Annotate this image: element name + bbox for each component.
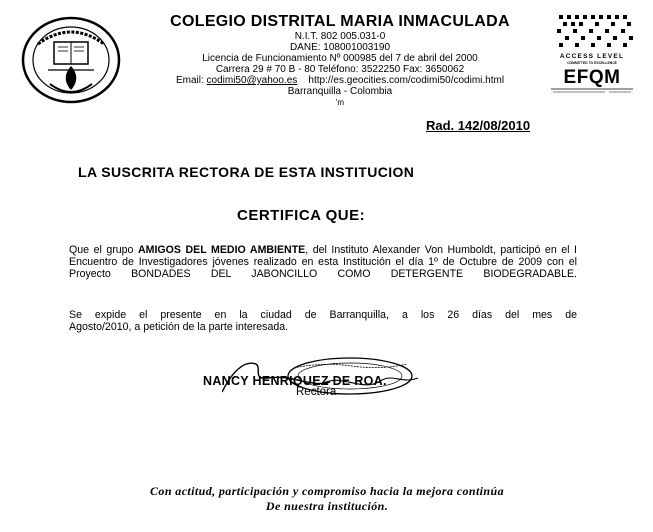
issuance-paragraph [69,309,577,333]
city: Barranquilla - Colombia [287,86,393,97]
issuance-line-1: Se expide el presente en la ciudad de Barranquilla, a los 26 días del mes de [69,309,577,321]
efqm-brand-text: EFQM [563,67,621,88]
commitment-text: COMMITTED TO EXCELLENCE [567,61,617,65]
paragraph1-intro: Que el grupo [69,244,138,256]
institutional-motto [62,484,592,514]
website-url[interactable]: http://es.geocities.com/codimi50/codimi.html [308,75,505,86]
motto-line-1: Con actitud, participación y compromiso hacia la mejora continúa [150,484,504,498]
radicado-number: Rad. 142/08/2010 [426,118,531,133]
access-level-text: ACCESS LEVEL [559,53,625,60]
dane: DANE: 108001003190 [289,42,391,53]
project-name: BONDADES DEL JABONCILLO COMO DETERGENTE BIODEGRADABLE. [131,268,577,280]
group-name: AMIGOS DEL MEDIO AMBIENTE [138,244,306,256]
contact-line [120,75,560,86]
letterhead [120,13,560,108]
email-link[interactable]: codimi50@yahoo.es [206,75,298,86]
signer-name: NANCY HENRIQUEZ DE ROA. [203,374,387,388]
signer-role: Rectora [296,386,337,398]
email-label: Email: [175,75,204,86]
address: Carrera 29 # 70 B - 80 Teléfono: 3522250 Fax: 3650062 [215,64,465,75]
issuance-line-2: Agosto/2010, a petición de la parte interesada. [69,321,289,333]
nit: N.I.T. 802 005.031-0 [294,31,386,42]
license: Licencia de Funcionamiento Nº 000985 del 7 de abril del 2000 [202,53,478,64]
certifica-heading: CERTIFICA QUE: [237,207,366,224]
small-mark: 'm [335,98,345,107]
motto-line-2: De nuestra institución. [265,499,389,513]
paragraph1-body: , del Instituto Alexander Von Humboldt, participó en el I Encuentro de Investigadores jóvenes realizado en esta Institución el día 1º de Octubre de 2009 con el Proyecto [69,244,577,280]
efqm-logo [545,13,640,103]
document-heading: LA SUSCRITA RECTORA DE ESTA INSTITUCION [78,164,415,180]
certification-paragraph [69,244,577,280]
school-logo [18,14,124,106]
school-name: COLEGIO DISTRITAL MARIA INMACULADA [170,13,510,30]
